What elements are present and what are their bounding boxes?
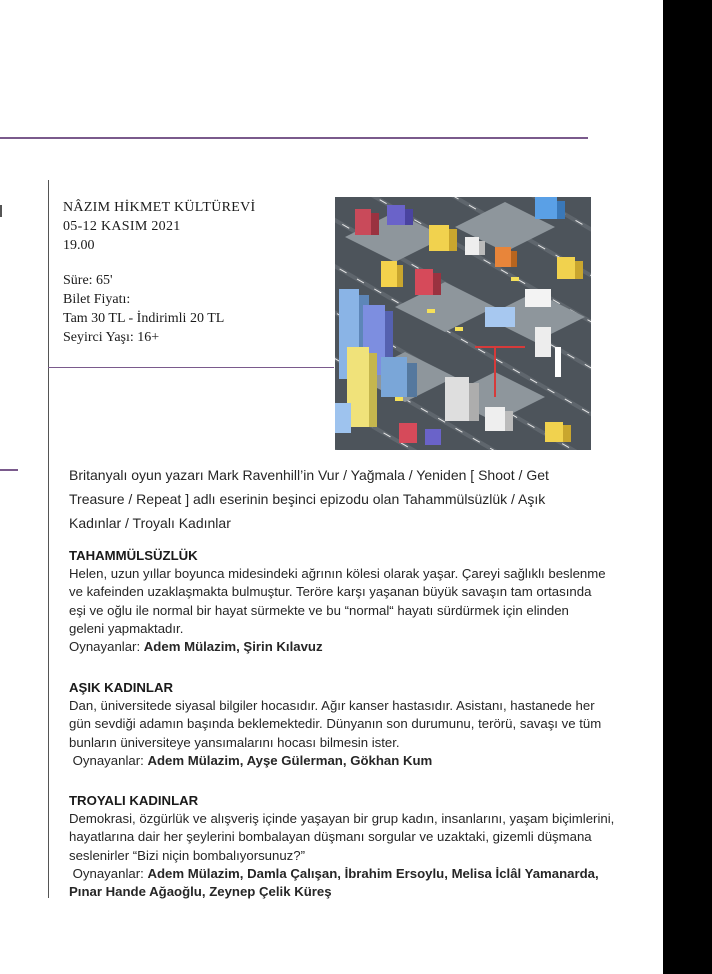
event-time: 19.00 [63, 238, 95, 253]
event-dates: 05-12 KASIM 2021 [63, 219, 181, 234]
section-tahammulsuzluk [69, 547, 649, 656]
section-line: geleni yapmaktadır. [69, 620, 184, 636]
vertical-rule [48, 180, 49, 898]
section-line: ve kafeinden uzaklaşmakta bulmuştur. Teröre karşı yaşanan büyük savaşın tam ortasında [69, 584, 592, 600]
city-illustration-svg [335, 197, 591, 450]
intro-paragraph [69, 463, 629, 535]
age-limit: Seyirci Yaşı: 16+ [63, 330, 160, 345]
section-troyali-kadinlar [69, 792, 654, 901]
event-info [63, 198, 255, 347]
duration: Süre: 65' [63, 273, 113, 288]
intro-line: Kadınlar / Troyalı Kadınlar [69, 515, 231, 531]
info-divider [48, 367, 334, 368]
cast-line [69, 865, 654, 883]
section-line: gün sevdiği adamın başında beklemektedir. Dünyanın son durumunu, terörü, savaşı ve tüm [69, 716, 602, 732]
cast-names: Adem Mülazim, Ayşe Gülerman, Gökhan Kum [147, 752, 433, 768]
section-title: TROYALI KADINLAR [69, 793, 199, 808]
intro-line: Treasure / Repeat ] adlı eserinin beşinci epizodu olan Tahammülsüzlük / Aşık [69, 491, 546, 507]
cast-label: Oynayanlar: [69, 752, 148, 768]
left-divider-mark [0, 469, 18, 471]
section-title: TAHAMMÜLSÜZLÜK [69, 548, 198, 563]
right-black-margin [663, 0, 712, 974]
top-divider [0, 137, 588, 139]
section-title: AŞIK KADINLAR [69, 680, 174, 695]
isometric-city-illustration [335, 197, 591, 450]
edge-tick [0, 205, 2, 217]
price-label: Bilet Fiyatı: [63, 292, 131, 307]
price: Tam 30 TL - İndirimli 20 TL [63, 311, 225, 326]
cast-label: Oynayanlar: [69, 639, 144, 655]
section-line: seslenirler “Bizi niçin bombalıyorsunuz?” [69, 847, 306, 863]
section-line: Helen, uzun yıllar boyunca midesindeki ağrının kölesi olarak yaşar. Çareyi sağlıklı beslenme [69, 566, 606, 582]
intro-line: Britanyalı oyun yazarı Mark Ravenhill’in Vur / Yağmala / Yeniden [ Shoot / Get [69, 467, 549, 483]
section-line: eşi ve oğlu ile normal bir hayat sürmekte ve bu “normal“ hayatı sürdürmek için elinden [69, 602, 569, 618]
cast-names: Adem Mülazim, Şirin Kılavuz [143, 639, 323, 655]
section-line: Dan, üniversitede siyasal bilgiler hocasıdır. Ağır kanser hastasıdır. Asistanı, hastanede her [69, 698, 595, 714]
section-asik-kadinlar [69, 679, 649, 770]
cast-line [69, 752, 649, 770]
section-line: Demokrasi, özgürlük ve alışveriş içinde yaşayan bir grup kadın, insanlarını, yaşam biçimlerini, [69, 811, 615, 827]
cast-names-continued: Pınar Hande Ağaoğlu, Zeynep Çelik Küreş [69, 884, 332, 900]
section-line: hayatlarına dair her şeylerini bombalayan düşmanı sorgular ve uzaktaki, gizemli düşmana [69, 829, 592, 845]
venue-name: NÂZIM HİKMET KÜLTÜREVİ [63, 200, 256, 215]
section-line: bunların üniversiteye yansımalarını hocası bilmesin ister. [69, 734, 400, 750]
cast-names: Adem Mülazim, Damla Çalışan, İbrahim Ersoylu, Melisa İclâl Yamanarda, [147, 865, 599, 881]
cast-line [69, 638, 649, 656]
cast-label: Oynayanlar: [69, 865, 148, 881]
